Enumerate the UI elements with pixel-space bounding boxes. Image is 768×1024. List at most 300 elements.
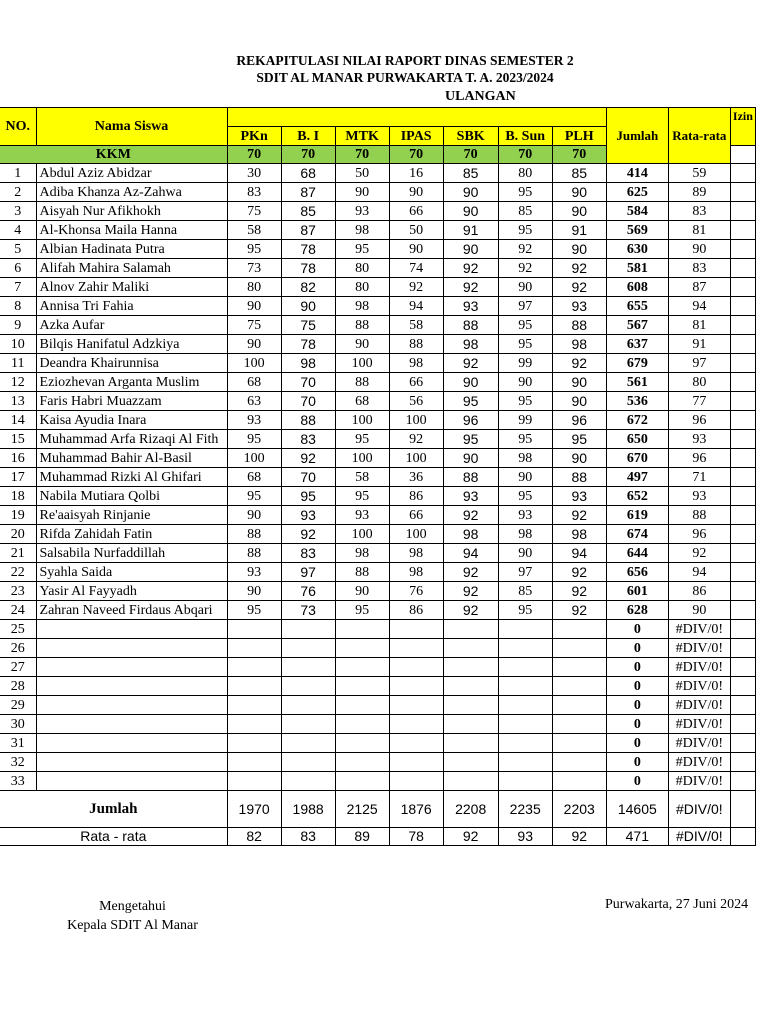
score-cell: 70	[281, 468, 335, 487]
average-cell: 80	[668, 373, 730, 392]
score-cell: 90	[552, 392, 606, 411]
school-title: SDIT AL MANAR PURWAKARTA T. A. 2023/2024	[256, 70, 554, 85]
score-cell	[335, 677, 389, 696]
score-cell: 93	[443, 297, 498, 316]
score-cell: 93	[498, 506, 552, 525]
subject-group-header	[227, 108, 606, 127]
score-cell	[335, 715, 389, 734]
average-cell: 96	[668, 449, 730, 468]
score-cell	[227, 677, 281, 696]
total-cell: 0	[606, 753, 668, 772]
total-cell: 0	[606, 620, 668, 639]
score-cell: 83	[227, 183, 281, 202]
student-name	[36, 658, 227, 677]
sum-row	[0, 791, 756, 828]
average-cell: 92	[668, 544, 730, 563]
sum-value: 1988	[281, 791, 335, 828]
score-cell	[443, 772, 498, 791]
kkm-permit-cell	[730, 146, 755, 164]
kkm-value: 70	[389, 146, 443, 164]
score-cell: 90	[389, 183, 443, 202]
score-cell: 92	[552, 278, 606, 297]
average-cell: #DIV/0!	[668, 734, 730, 753]
average-row	[0, 828, 756, 846]
score-cell	[443, 639, 498, 658]
row-number: 29	[0, 696, 36, 715]
score-cell	[552, 734, 606, 753]
average-cell: 93	[668, 430, 730, 449]
score-cell	[389, 677, 443, 696]
sum-label: Jumlah	[0, 791, 227, 828]
score-cell: 97	[281, 563, 335, 582]
score-cell: 82	[281, 278, 335, 297]
score-cell: 92	[552, 601, 606, 620]
column-header-total: Jumlah	[606, 108, 668, 164]
score-cell: 96	[552, 411, 606, 430]
permit-cell	[730, 316, 755, 335]
table-row	[0, 221, 756, 240]
score-cell: 95	[335, 430, 389, 449]
average-cell: 59	[668, 164, 730, 183]
table-row	[0, 715, 756, 734]
score-cell: 92	[443, 601, 498, 620]
score-cell: 98	[552, 525, 606, 544]
score-cell: 85	[498, 582, 552, 601]
permit-cell	[730, 297, 755, 316]
row-number: 10	[0, 335, 36, 354]
permit-cell	[730, 582, 755, 601]
permit-cell	[730, 335, 755, 354]
score-cell	[281, 772, 335, 791]
score-cell	[335, 696, 389, 715]
permit-cell	[730, 259, 755, 278]
score-cell: 83	[281, 544, 335, 563]
score-cell: 78	[281, 240, 335, 259]
kkm-value: 70	[552, 146, 606, 164]
score-cell: 75	[281, 316, 335, 335]
row-number: 19	[0, 506, 36, 525]
score-cell: 96	[443, 411, 498, 430]
total-cell: 625	[606, 183, 668, 202]
score-cell: 78	[281, 335, 335, 354]
score-cell	[552, 772, 606, 791]
sum-value: 2208	[443, 791, 498, 828]
sum-value: 1876	[389, 791, 443, 828]
total-cell: 536	[606, 392, 668, 411]
average-cell: 96	[668, 525, 730, 544]
score-cell: 88	[227, 525, 281, 544]
score-cell: 92	[498, 240, 552, 259]
score-cell: 92	[552, 563, 606, 582]
score-cell: 91	[443, 221, 498, 240]
score-cell: 90	[443, 183, 498, 202]
average-cell: #DIV/0!	[668, 753, 730, 772]
column-header-subject: IPAS	[389, 127, 443, 146]
score-cell	[227, 639, 281, 658]
score-cell: 92	[281, 449, 335, 468]
score-cell: 95	[498, 316, 552, 335]
score-cell: 50	[389, 221, 443, 240]
score-cell: 90	[552, 240, 606, 259]
table-row	[0, 354, 756, 373]
score-cell: 95	[498, 392, 552, 411]
student-name: Muhammad Bahir Al-Basil	[36, 449, 227, 468]
average-cell: #DIV/0!	[668, 696, 730, 715]
score-cell: 90	[227, 297, 281, 316]
table-row	[0, 449, 756, 468]
total-cell: 650	[606, 430, 668, 449]
average-value: 78	[389, 828, 443, 846]
total-cell: 672	[606, 411, 668, 430]
total-cell: 601	[606, 582, 668, 601]
average-cell: #DIV/0!	[668, 677, 730, 696]
score-cell: 90	[498, 278, 552, 297]
score-cell: 66	[389, 202, 443, 221]
table-row	[0, 601, 756, 620]
score-cell: 95	[227, 240, 281, 259]
score-cell	[227, 753, 281, 772]
score-cell: 86	[389, 601, 443, 620]
student-name: Muhammad Arfa Rizaqi Al Fith	[36, 430, 227, 449]
student-name: Albian Hadinata Putra	[36, 240, 227, 259]
student-name	[36, 715, 227, 734]
score-cell	[443, 753, 498, 772]
score-cell: 76	[281, 582, 335, 601]
row-number: 23	[0, 582, 36, 601]
student-name: Azka Aufar	[36, 316, 227, 335]
row-number: 8	[0, 297, 36, 316]
score-cell: 87	[281, 221, 335, 240]
student-name: Alnov Zahir Maliki	[36, 278, 227, 297]
score-cell: 80	[227, 278, 281, 297]
table-row	[0, 772, 756, 791]
total-cell: 644	[606, 544, 668, 563]
permit-cell	[730, 449, 755, 468]
student-name	[36, 696, 227, 715]
score-cell: 93	[552, 487, 606, 506]
score-cell: 68	[335, 392, 389, 411]
score-cell: 90	[443, 240, 498, 259]
score-cell: 30	[227, 164, 281, 183]
total-cell: 0	[606, 658, 668, 677]
total-cell: 0	[606, 677, 668, 696]
score-cell: 95	[498, 430, 552, 449]
student-name: Salsabila Nurfaddillah	[36, 544, 227, 563]
score-cell	[389, 639, 443, 658]
score-cell	[498, 620, 552, 639]
place-date: Purwakarta, 27 Juni 2024	[605, 897, 749, 912]
score-cell: 90	[335, 582, 389, 601]
score-cell: 90	[335, 183, 389, 202]
score-cell	[498, 753, 552, 772]
score-cell: 90	[335, 335, 389, 354]
average-cell: 87	[668, 278, 730, 297]
student-name	[36, 677, 227, 696]
permit-cell	[730, 753, 755, 772]
score-cell: 95	[227, 487, 281, 506]
score-cell: 100	[335, 449, 389, 468]
permit-cell	[730, 544, 755, 563]
row-number: 25	[0, 620, 36, 639]
total-cell: 656	[606, 563, 668, 582]
score-cell: 90	[552, 373, 606, 392]
score-cell	[389, 753, 443, 772]
permit-cell	[730, 772, 755, 791]
row-number: 32	[0, 753, 36, 772]
student-name: Aisyah Nur Afikhokh	[36, 202, 227, 221]
average-cell: 90	[668, 601, 730, 620]
score-cell: 95	[498, 601, 552, 620]
score-cell	[389, 715, 443, 734]
total-cell: 561	[606, 373, 668, 392]
score-cell	[281, 696, 335, 715]
score-cell: 94	[443, 544, 498, 563]
total-cell: 652	[606, 487, 668, 506]
average-cell: 97	[668, 354, 730, 373]
score-cell	[335, 753, 389, 772]
table-row	[0, 639, 756, 658]
table-row	[0, 278, 756, 297]
sum-value: 2203	[552, 791, 606, 828]
score-cell: 100	[389, 525, 443, 544]
average-label: Rata - rata	[0, 828, 227, 846]
score-cell: 100	[227, 354, 281, 373]
score-cell: 87	[281, 183, 335, 202]
score-cell	[389, 620, 443, 639]
table-row	[0, 658, 756, 677]
table-row	[0, 373, 756, 392]
score-cell: 98	[335, 221, 389, 240]
kkm-value: 70	[227, 146, 281, 164]
score-cell: 93	[227, 563, 281, 582]
row-number: 4	[0, 221, 36, 240]
score-cell: 88	[335, 316, 389, 335]
row-number: 16	[0, 449, 36, 468]
average-cell: 88	[668, 506, 730, 525]
average-cell: 94	[668, 563, 730, 582]
score-cell: 92	[443, 354, 498, 373]
score-cell: 93	[552, 297, 606, 316]
sum-permit	[730, 791, 755, 828]
table-row	[0, 202, 756, 221]
student-name: Syahla Saida	[36, 563, 227, 582]
score-cell: 90	[443, 373, 498, 392]
score-cell	[389, 772, 443, 791]
sum-average: #DIV/0!	[668, 791, 730, 828]
score-cell: 90	[227, 335, 281, 354]
score-cell	[227, 658, 281, 677]
average-cell: 77	[668, 392, 730, 411]
score-cell: 97	[498, 297, 552, 316]
student-name	[36, 734, 227, 753]
column-header-subject: B. Sun	[498, 127, 552, 146]
score-cell	[281, 715, 335, 734]
total-cell: 674	[606, 525, 668, 544]
student-name: Faris Habri Muazzam	[36, 392, 227, 411]
average-cell: #DIV/0!	[668, 772, 730, 791]
kkm-label: KKM	[0, 146, 227, 164]
permit-cell	[730, 373, 755, 392]
student-name	[36, 753, 227, 772]
score-cell: 97	[498, 563, 552, 582]
score-cell	[281, 620, 335, 639]
score-cell	[498, 772, 552, 791]
student-name: Rifda Zahidah Fatin	[36, 525, 227, 544]
score-cell: 100	[335, 525, 389, 544]
average-value: 93	[498, 828, 552, 846]
score-cell	[498, 639, 552, 658]
permit-cell	[730, 677, 755, 696]
score-cell: 95	[498, 335, 552, 354]
score-cell: 36	[389, 468, 443, 487]
column-header-subject: PLH	[552, 127, 606, 146]
permit-cell	[730, 601, 755, 620]
score-cell: 99	[498, 354, 552, 373]
total-cell: 0	[606, 715, 668, 734]
score-cell	[389, 658, 443, 677]
table-row	[0, 582, 756, 601]
score-cell: 92	[552, 259, 606, 278]
score-cell	[498, 696, 552, 715]
score-cell: 80	[335, 259, 389, 278]
score-cell: 85	[552, 164, 606, 183]
kkm-value: 70	[281, 146, 335, 164]
average-cell: 93	[668, 487, 730, 506]
row-number: 1	[0, 164, 36, 183]
score-cell: 95	[443, 430, 498, 449]
student-name: Yasir Al Fayyadh	[36, 582, 227, 601]
score-cell	[335, 620, 389, 639]
row-number: 24	[0, 601, 36, 620]
score-cell: 16	[389, 164, 443, 183]
row-number: 6	[0, 259, 36, 278]
table-row	[0, 677, 756, 696]
score-cell	[227, 696, 281, 715]
average-cell: 90	[668, 240, 730, 259]
score-cell: 100	[335, 354, 389, 373]
permit-cell	[730, 430, 755, 449]
table-row	[0, 620, 756, 639]
average-cell: #DIV/0!	[668, 620, 730, 639]
score-cell: 95	[281, 487, 335, 506]
student-name: Muhammad Rizki Al Ghifari	[36, 468, 227, 487]
row-number: 21	[0, 544, 36, 563]
section-title: ULANGAN	[445, 89, 516, 104]
total-cell: 637	[606, 335, 668, 354]
score-cell: 95	[335, 487, 389, 506]
permit-cell	[730, 696, 755, 715]
score-cell	[552, 753, 606, 772]
score-cell: 70	[281, 373, 335, 392]
student-name: Annisa Tri Fahia	[36, 297, 227, 316]
total-cell: 0	[606, 639, 668, 658]
row-number: 14	[0, 411, 36, 430]
score-cell	[552, 658, 606, 677]
score-cell	[227, 620, 281, 639]
score-cell: 95	[498, 487, 552, 506]
principal-label: Kepala SDIT Al Manar	[67, 918, 198, 933]
score-cell: 90	[227, 582, 281, 601]
score-cell: 50	[335, 164, 389, 183]
score-cell: 92	[389, 430, 443, 449]
score-cell: 56	[389, 392, 443, 411]
score-cell: 70	[281, 392, 335, 411]
average-value: 83	[281, 828, 335, 846]
row-number: 22	[0, 563, 36, 582]
score-cell: 88	[335, 373, 389, 392]
column-header-subject: PKn	[227, 127, 281, 146]
score-cell	[281, 658, 335, 677]
sum-total: 14605	[606, 791, 668, 828]
average-cell: 91	[668, 335, 730, 354]
score-cell: 92	[443, 278, 498, 297]
average-average: #DIV/0!	[668, 828, 730, 846]
row-number: 11	[0, 354, 36, 373]
table-row	[0, 563, 756, 582]
score-cell: 90	[227, 506, 281, 525]
row-number: 26	[0, 639, 36, 658]
student-name: Nabila Mutiara Qolbi	[36, 487, 227, 506]
score-cell	[281, 677, 335, 696]
total-cell: 608	[606, 278, 668, 297]
score-cell: 94	[552, 544, 606, 563]
permit-cell	[730, 639, 755, 658]
total-cell: 655	[606, 297, 668, 316]
score-cell: 98	[389, 563, 443, 582]
table-row	[0, 164, 756, 183]
score-cell: 88	[281, 411, 335, 430]
total-cell: 630	[606, 240, 668, 259]
score-cell	[335, 772, 389, 791]
score-cell: 98	[443, 525, 498, 544]
total-cell: 628	[606, 601, 668, 620]
score-cell: 66	[389, 373, 443, 392]
score-cell: 90	[552, 202, 606, 221]
permit-cell	[730, 715, 755, 734]
row-number: 20	[0, 525, 36, 544]
total-cell: 0	[606, 772, 668, 791]
row-number: 3	[0, 202, 36, 221]
score-cell: 90	[498, 373, 552, 392]
score-cell: 99	[498, 411, 552, 430]
signature-left	[55, 897, 210, 935]
permit-cell	[730, 183, 755, 202]
score-cell	[389, 696, 443, 715]
score-cell: 80	[335, 278, 389, 297]
row-number: 33	[0, 772, 36, 791]
score-cell: 92	[443, 506, 498, 525]
table-row	[0, 544, 756, 563]
table-row	[0, 240, 756, 259]
permit-cell	[730, 240, 755, 259]
average-value: 89	[335, 828, 389, 846]
score-cell: 80	[498, 164, 552, 183]
score-cell: 92	[443, 582, 498, 601]
column-header-no: NO.	[0, 108, 36, 146]
table-row	[0, 297, 756, 316]
score-cell: 90	[552, 183, 606, 202]
score-cell: 98	[389, 354, 443, 373]
table-row	[0, 506, 756, 525]
permit-cell	[730, 658, 755, 677]
student-name: Zahran Naveed Firdaus Abqari	[36, 601, 227, 620]
total-cell: 414	[606, 164, 668, 183]
row-number: 18	[0, 487, 36, 506]
score-cell: 95	[498, 183, 552, 202]
score-cell	[498, 677, 552, 696]
row-number: 27	[0, 658, 36, 677]
average-cell: #DIV/0!	[668, 639, 730, 658]
